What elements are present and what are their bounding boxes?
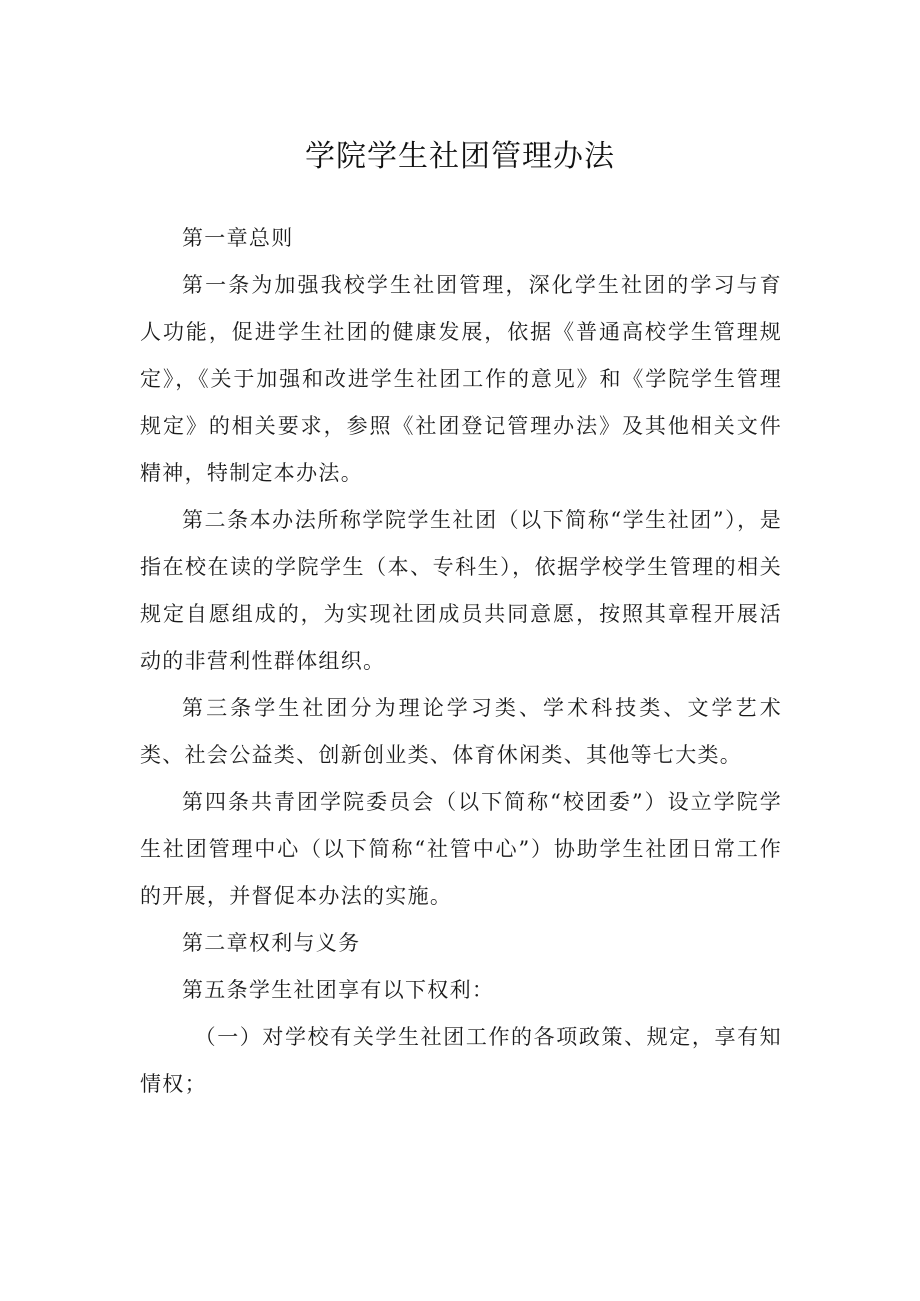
article-3: 第三条学生社团分为理论学习类、学术科技类、文学艺术类、社会公益类、创新创业类、体育休闲类、其他等七大类。 [140,696,782,767]
article-1: 第一条为加强我校学生社团管理，深化学生社团的学习与育人功能，促进学生社团的健康发展，依据《普通高校学生管理规定》，《关于加强和改进学生社团工作的意见》和《学院学生管理规定》的相关要求，参照《社团登记管理办法》及其他相关文件精神，特制定本办法。 [140,273,782,485]
document-title: 学院学生社团管理办法 [305,139,615,174]
article-5-item-1: （一）对学校有关学生社团工作的各项政策、规定，享有知情权； [140,1025,782,1096]
document-body [140,215,782,1108]
chapter-heading-1: 第一章总则 [182,226,294,250]
article-2: 第二条本办法所称学院学生社团（以下简称“学生社团”），是指在校在读的学院学生（本、专科生），依据学校学生管理的相关规定自愿组成的，为实现社团成员共同意愿，按照其章程开展活动的非营利性群体组织。 [140,508,782,673]
chapter-heading-2: 第二章权利与义务 [182,931,361,955]
article-5: 第五条学生社团享有以下权利： [182,978,495,1002]
article-4: 第四条共青团学院委员会（以下简称“校团委”）设立学院学生社团管理中心（以下简称“社管中心”）协助学生社团日常工作的开展，并督促本办法的实施。 [140,790,782,908]
